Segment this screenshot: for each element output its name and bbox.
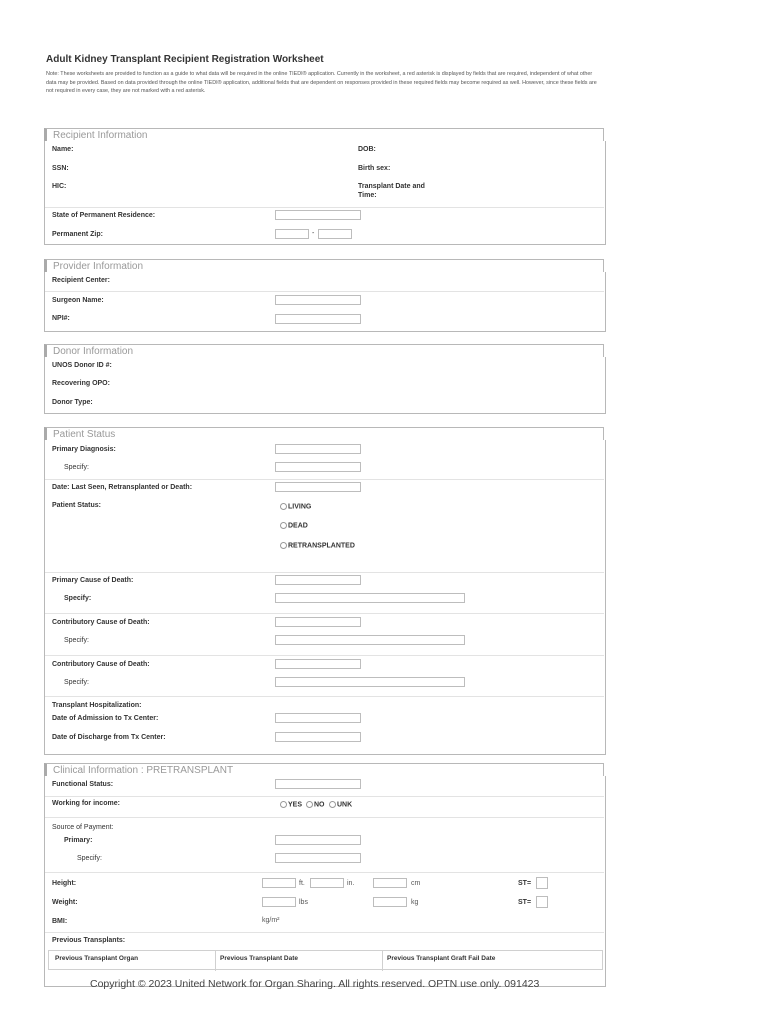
- height-label: Height:: [52, 880, 77, 887]
- primary-cause-label: Primary Cause of Death:: [52, 577, 134, 584]
- zip-input[interactable]: [275, 229, 309, 239]
- payment-specify-label: Specify:: [77, 855, 102, 862]
- radio-circle-icon: [280, 801, 287, 808]
- primary-cause-input[interactable]: [275, 575, 361, 585]
- section-heading-recipient: Recipient Information: [44, 128, 604, 141]
- hospitalization-label: Transplant Hospitalization:: [52, 702, 142, 709]
- last-seen-input[interactable]: [275, 482, 361, 492]
- section-heading-clinical: Clinical Information : PRETRANSPLANT: [44, 763, 604, 776]
- diagnosis-label: Primary Diagnosis:: [52, 446, 116, 453]
- prev-transplants-label: Previous Transplants:: [52, 937, 126, 944]
- discharge-input[interactable]: [275, 732, 361, 742]
- section-heading-status: Patient Status: [44, 427, 604, 440]
- section-donor: [44, 357, 606, 414]
- divider: [45, 796, 604, 797]
- in-unit: in.: [347, 880, 355, 887]
- bmi-label: BMI:: [52, 918, 68, 925]
- ssn-label: SSN:: [52, 165, 69, 172]
- contrib-cause2-specify-input[interactable]: [275, 677, 465, 687]
- divider: [45, 696, 604, 697]
- radio-unk[interactable]: UNK: [329, 801, 352, 808]
- table-header-fail-date: Previous Transplant Graft Fail Date: [387, 955, 496, 962]
- radio-circle-icon: [306, 801, 313, 808]
- radio-dead[interactable]: DEAD: [280, 522, 308, 529]
- surgeon-label: Surgeon Name:: [52, 297, 104, 304]
- contrib-cause1-input[interactable]: [275, 617, 361, 627]
- hic-label: HIC:: [52, 183, 67, 190]
- prev-transplants-table: [48, 950, 603, 970]
- radio-circle-icon: [280, 522, 287, 529]
- functional-label: Functional Status:: [52, 781, 114, 788]
- lbs-unit: lbs: [299, 899, 308, 906]
- primary-payment-input[interactable]: [275, 835, 361, 845]
- height-in-input[interactable]: [310, 878, 344, 888]
- divider: [45, 872, 604, 873]
- weight-st-label: ST=: [518, 899, 532, 906]
- payment-specify-input[interactable]: [275, 853, 361, 863]
- discharge-label: Date of Discharge from Tx Center:: [52, 734, 166, 741]
- birth-sex-label: Birth sex:: [358, 165, 391, 172]
- cm-unit: cm: [411, 880, 421, 887]
- npi-label: NPI#:: [52, 315, 70, 322]
- primary-payment-label: Primary:: [64, 837, 93, 844]
- transplant-time-label: Time:: [358, 192, 377, 199]
- source-label: Source of Payment:: [52, 824, 114, 831]
- divider: [45, 817, 604, 818]
- bmi-unit: kg/m²: [262, 917, 280, 924]
- weight-lbs-input[interactable]: [262, 897, 296, 907]
- admission-input[interactable]: [275, 713, 361, 723]
- divider: [45, 655, 604, 656]
- section-heading-donor: Donor Information: [44, 344, 604, 357]
- admission-label: Date of Admission to Tx Center:: [52, 715, 159, 722]
- divider: [45, 613, 604, 614]
- radio-yes[interactable]: YES: [280, 801, 302, 808]
- weight-label: Weight:: [52, 899, 78, 906]
- state-label: State of Permanent Residence:: [52, 212, 156, 219]
- weight-st-input[interactable]: [536, 896, 548, 908]
- height-st-label: ST=: [518, 880, 532, 887]
- weight-kg-input[interactable]: [373, 897, 407, 907]
- intro-note: Note: These worksheets are provided to function as a guide to what data will be required in the online TIEDI® application. Currently in the worksheet, a red asterisk is displayed by fields that are required, independent of what other data may be provided. Based on data provided through the online TIEDI® application, additional fields that are dependent on responses provided in these required fields may become required as well. However, since these fields are not required in every case, they are not marked with a red asterisk.: [46, 71, 597, 95]
- opo-label: Recovering OPO:: [52, 380, 110, 387]
- working-label: Working for income:: [52, 800, 120, 807]
- table-column-divider: [382, 951, 383, 971]
- table-header-date: Previous Transplant Date: [220, 955, 299, 962]
- functional-input[interactable]: [275, 779, 361, 789]
- dob-label: DOB:: [358, 146, 376, 153]
- zip-dash: -: [312, 230, 315, 237]
- patient-status-label: Patient Status:: [52, 502, 102, 509]
- divider: [45, 479, 604, 480]
- radio-no[interactable]: NO: [306, 801, 325, 808]
- radio-retransplanted[interactable]: RETRANSPLANTED: [280, 542, 355, 549]
- contrib-cause2-specify-label: Specify:: [64, 679, 89, 686]
- diagnosis-input[interactable]: [275, 444, 361, 454]
- transplant-date-label: Transplant Date and: [358, 183, 425, 190]
- donor-id-label: UNOS Donor ID #:: [52, 362, 112, 369]
- ft-unit: ft.: [299, 880, 305, 887]
- table-header-organ: Previous Transplant Organ: [55, 955, 139, 962]
- contrib-cause2-label: Contributory Cause of Death:: [52, 661, 150, 668]
- donor-type-label: Donor Type:: [52, 399, 93, 406]
- primary-cause-specify-label: Specify:: [64, 595, 92, 602]
- center-label: Recipient Center:: [52, 277, 110, 284]
- height-st-input[interactable]: [536, 877, 548, 889]
- contrib-cause1-label: Contributory Cause of Death:: [52, 619, 150, 626]
- surgeon-input[interactable]: [275, 295, 361, 305]
- zip-ext-input[interactable]: [318, 229, 352, 239]
- divider: [45, 572, 604, 573]
- kg-unit: kg: [411, 899, 419, 906]
- contrib-cause2-input[interactable]: [275, 659, 361, 669]
- diagnosis-specify-label: Specify:: [64, 464, 89, 471]
- height-cm-input[interactable]: [373, 878, 407, 888]
- contrib-cause1-specify-label: Specify:: [64, 637, 89, 644]
- table-column-divider: [215, 951, 216, 971]
- name-label: Name:: [52, 146, 74, 153]
- zip-label: Permanent Zip:: [52, 231, 103, 238]
- radio-circle-icon: [280, 542, 287, 549]
- divider: [45, 291, 604, 292]
- diagnosis-specify-input[interactable]: [275, 462, 361, 472]
- radio-circle-icon: [329, 801, 336, 808]
- radio-living[interactable]: LIVING: [280, 503, 311, 510]
- state-input[interactable]: [275, 210, 361, 220]
- contrib-cause1-specify-input[interactable]: [275, 635, 465, 645]
- radio-circle-icon: [280, 503, 287, 510]
- npi-input[interactable]: [275, 314, 361, 324]
- section-heading-provider: Provider Information: [44, 259, 604, 272]
- last-seen-label: Date: Last Seen, Retransplanted or Death:: [52, 484, 193, 491]
- divider: [45, 932, 604, 933]
- primary-cause-specify-input[interactable]: [275, 593, 465, 603]
- copyright-footer: Copyright © 2023 United Network for Organ Sharing. All rights reserved. OPTN use only. 091423: [90, 978, 540, 990]
- height-ft-input[interactable]: [262, 878, 296, 888]
- page-title: Adult Kidney Transplant Recipient Registration Worksheet: [46, 54, 324, 65]
- divider: [45, 207, 604, 208]
